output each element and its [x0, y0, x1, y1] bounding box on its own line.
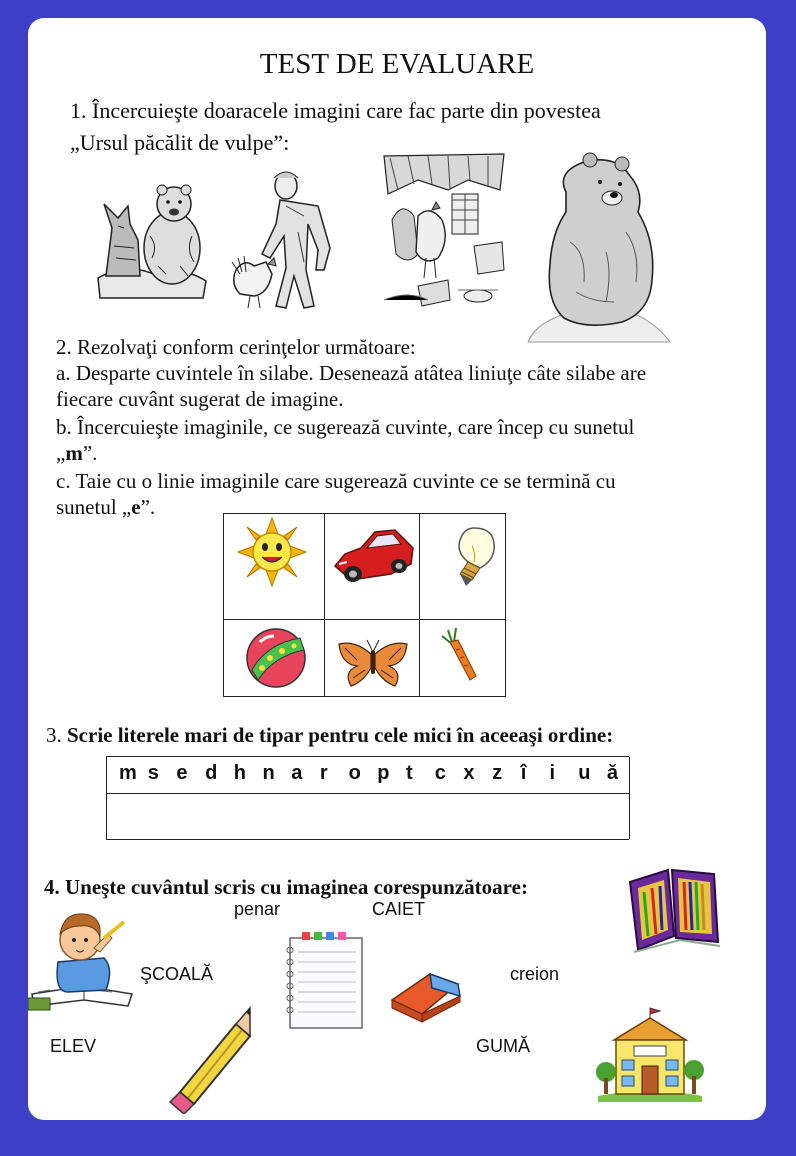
word-scoala[interactable]: ŞCOALĂ: [140, 964, 214, 984]
light-bulb-icon: [434, 522, 504, 592]
letters-divider: [107, 793, 629, 794]
q2-c-line-1: c. Taie cu o linie imaginile care sugerează cuvinte ce se termină cu: [56, 469, 616, 493]
letter-cell: e: [176, 762, 188, 784]
q2-a-line-1: a. Desparte cuvintele în silabe. Desenează atâtea liniuţe câte silabe are: [56, 361, 647, 385]
letter-cell: n: [262, 762, 275, 784]
grid-cell[interactable]: [419, 513, 506, 620]
letter-cell: p: [377, 762, 390, 784]
grid-cell[interactable]: [223, 513, 325, 620]
letter-cell: s: [147, 762, 159, 784]
q2-b-line-2: „m”.: [56, 441, 98, 465]
uppercase-answer-field[interactable]: [107, 795, 627, 837]
pencil-case-icon[interactable]: [620, 860, 730, 960]
q2-heading: 2. Rezolvaţi conform cerinţelor următoare:: [56, 335, 416, 359]
fox-and-bear-icon[interactable]: [88, 166, 208, 306]
word-elev[interactable]: ELEV: [50, 1036, 97, 1056]
bear-icon[interactable]: [526, 152, 674, 344]
picture-grid: [223, 513, 505, 695]
car-icon: [331, 526, 423, 606]
q3-instruction: 3. Scrie literele mari de tipar pentru cele mici în aceeaşi ordine:: [46, 723, 614, 747]
letter-cell: t: [406, 762, 413, 784]
letter-cell: d: [205, 762, 218, 784]
q2-b-line-1: b. Încercuieşte imaginile, ce sugerează cuvinte, care încep cu sunetul: [56, 415, 635, 439]
eraser-icon[interactable]: [386, 962, 466, 1028]
page-title: TEST DE EVALUARE: [259, 48, 535, 80]
q2-a-line-2: fiecare cuvânt sugerat de imagine.: [56, 387, 344, 411]
letters-table: [106, 756, 629, 840]
letter-cell: i: [549, 762, 556, 784]
grid-cell[interactable]: [324, 619, 420, 697]
word-guma[interactable]: GUMĂ: [476, 1036, 530, 1056]
man-with-rooster-icon[interactable]: [226, 166, 358, 316]
notebook-icon[interactable]: [282, 932, 368, 1032]
ball-icon: [244, 624, 314, 694]
word-penar[interactable]: penar: [234, 899, 281, 919]
letter-cell: o: [348, 762, 361, 784]
q4-instruction: 4. Uneşte cuvântul scris cu imaginea corespunzătoare:: [44, 875, 528, 899]
pencil-icon[interactable]: [158, 1004, 258, 1114]
grid-cell[interactable]: [324, 513, 420, 620]
letter-cell: x: [463, 762, 475, 784]
word-caiet[interactable]: CAIET: [372, 899, 426, 919]
rooster-in-yard-icon[interactable]: [378, 150, 510, 312]
letter-cell: r: [319, 762, 328, 784]
sun-icon: [236, 516, 336, 616]
word-creion[interactable]: creion: [510, 964, 560, 984]
letter-cell: u: [578, 762, 591, 784]
letter-cell: a: [291, 762, 303, 784]
grid-cell[interactable]: [223, 619, 325, 697]
q1-line-1: 1. Încercuieşte doaracele imagini care fac parte din povestea: [70, 98, 601, 123]
school-icon[interactable]: [594, 1006, 706, 1102]
letter-cell: î: [520, 762, 527, 784]
letter-cell: m: [119, 762, 137, 784]
butterfly-icon: [333, 634, 413, 694]
q2-c-line-2: sunetul „e”.: [56, 495, 156, 519]
letter-cell: ă: [606, 762, 619, 784]
student-icon[interactable]: [28, 902, 138, 1012]
letters-right-edge: [629, 757, 630, 839]
letter-cell: z: [492, 762, 503, 784]
carrot-icon: [434, 624, 494, 690]
letter-cell: c: [434, 762, 446, 784]
letter-cell: h: [233, 762, 247, 784]
q1-line-2: „Ursul păcălit de vulpe”:: [70, 130, 290, 155]
worksheet-page: [28, 18, 766, 1120]
grid-cell[interactable]: [419, 619, 506, 697]
